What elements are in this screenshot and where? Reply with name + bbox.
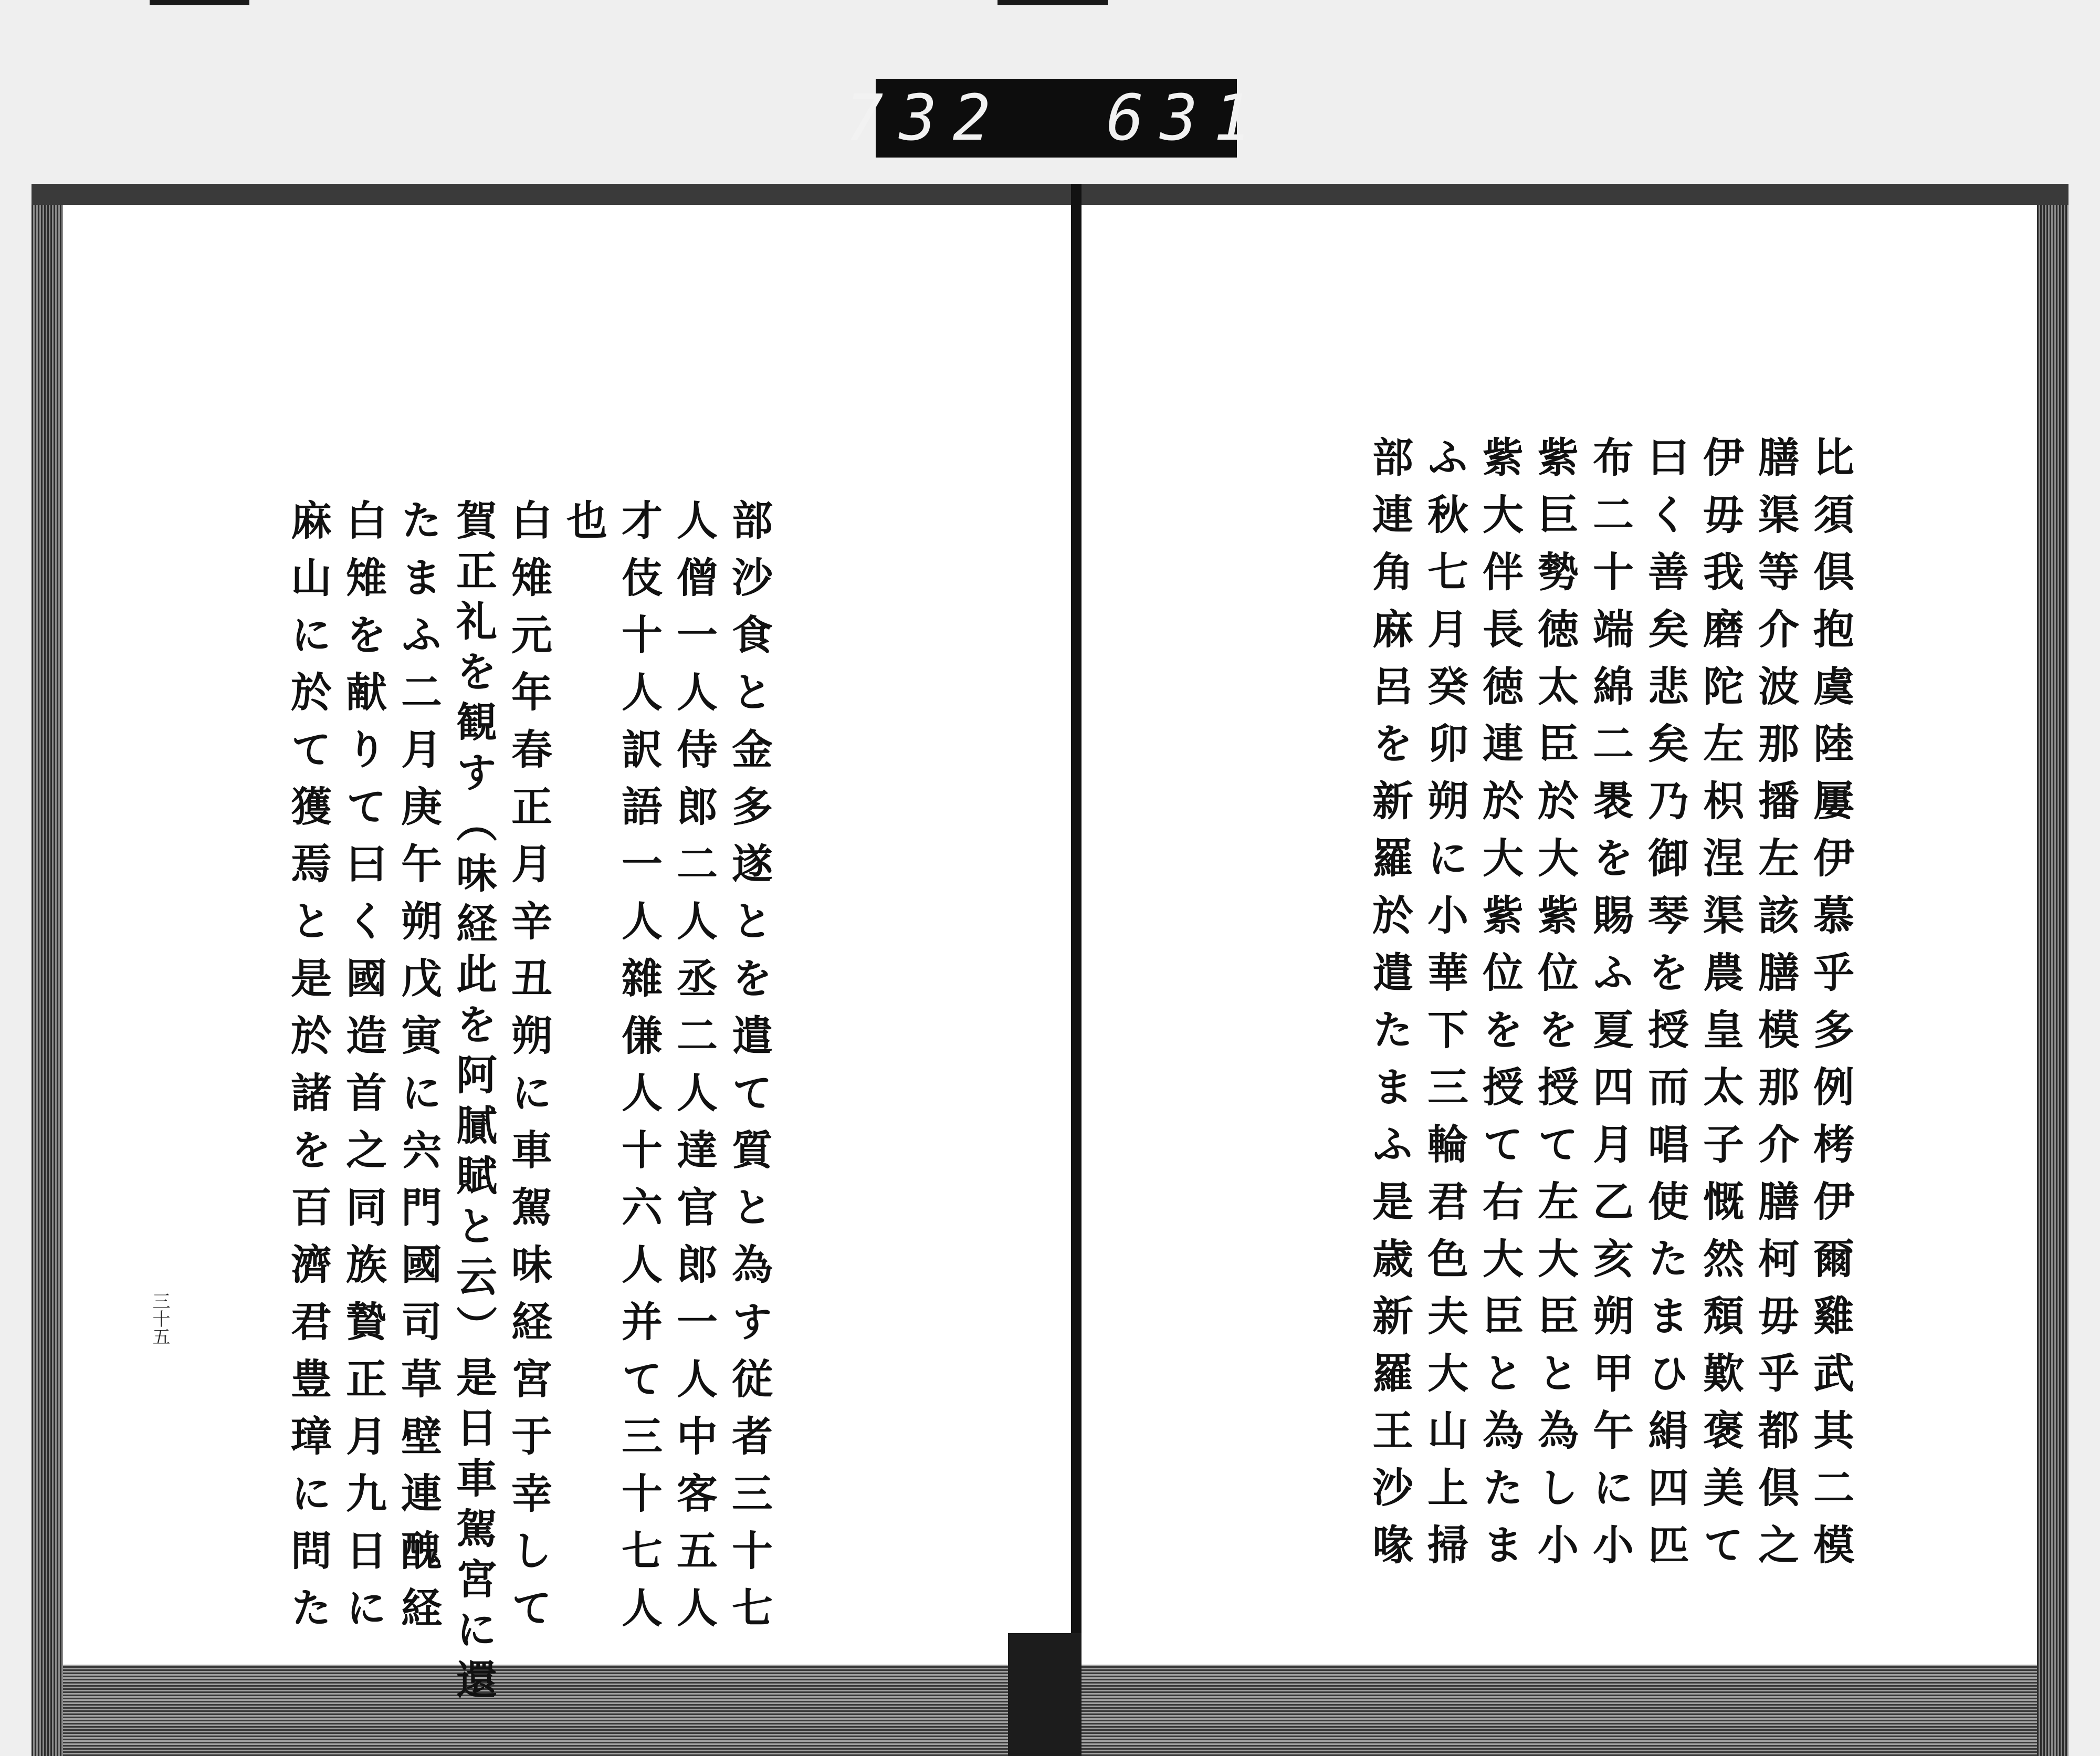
top-binding-mark-left [150, 0, 249, 5]
left-column-7: たまふ二月庚午朔戊寅に宍門國司草壁連醜経 [394, 499, 442, 1644]
book-edge-left [32, 205, 63, 1756]
right-page [1082, 205, 2037, 1665]
left-column-6: 賀正礼を観す（味経此を阿膩賦と云）是日車駕宮に還 [449, 499, 497, 1709]
left-column-1: 部沙食と金多遂とを遣て質と為す従者三十七 [725, 499, 773, 1644]
right-column-6: 紫巨勢徳太臣於大紫位を授て左大臣と為し小 [1531, 436, 1579, 1581]
catalogue-number-left: 732 [845, 81, 1006, 155]
catalogue-label [845, 79, 1267, 158]
left-column-8: 白雉を献りて曰く國造首之同族贄正月九日に [339, 499, 387, 1644]
left-column-4: 也 [560, 499, 607, 556]
right-column-3: 伊毋我磨陀左枳涅渠農皇太子慨然頽歎褒美て [1696, 436, 1744, 1581]
right-column-4: 曰く善矣悲矣乃御琴を授而唱使たまひ絹四匹 [1641, 436, 1689, 1581]
left-column-9: 麻山に於て獲焉と是於諸を百濟君豊璋に問た [284, 499, 332, 1644]
book-gutter [1071, 184, 1082, 1756]
spine-tab [1008, 1633, 1082, 1756]
right-column-7: 紫大伴長徳連於大紫位を授て右大臣と為たま [1476, 436, 1524, 1581]
left-column-5: 白雉元年春正月辛丑朔に車駕味経宮于幸して [505, 499, 552, 1644]
right-column-1: 比須倶抱虞陸屢伊慕乎多例栲伊爾雞武其二模 [1807, 436, 1854, 1581]
left-page [63, 205, 1071, 1709]
catalogue-number-right: 631 [1106, 81, 1267, 155]
left-column-3: 才伎十人訳語一人雜傔人十六人并て三十七人 [615, 499, 663, 1644]
top-binding-mark-center [998, 0, 1108, 5]
book-edge-right [2037, 205, 2068, 1756]
page-number: 三十五 [149, 1292, 170, 1345]
right-column-8: ふ秋七月癸卯朔に小華下三輪君色夫大山上掃 [1421, 436, 1468, 1581]
right-column-5: 布二十端綿二褁を賜ふ夏四月乙亥朔甲午に小 [1586, 436, 1634, 1581]
right-column-2: 膳渠等介波那播左該膳模那介膳柯毋乎都倶之 [1751, 436, 1799, 1581]
open-book [32, 184, 2068, 1756]
right-column-9: 部連角麻呂を新羅於遣たまふ是歳新羅王沙喙 [1366, 436, 1413, 1581]
left-column-2: 人僧一人侍郎二人丞二人達官郎一人中客五人 [670, 499, 718, 1644]
